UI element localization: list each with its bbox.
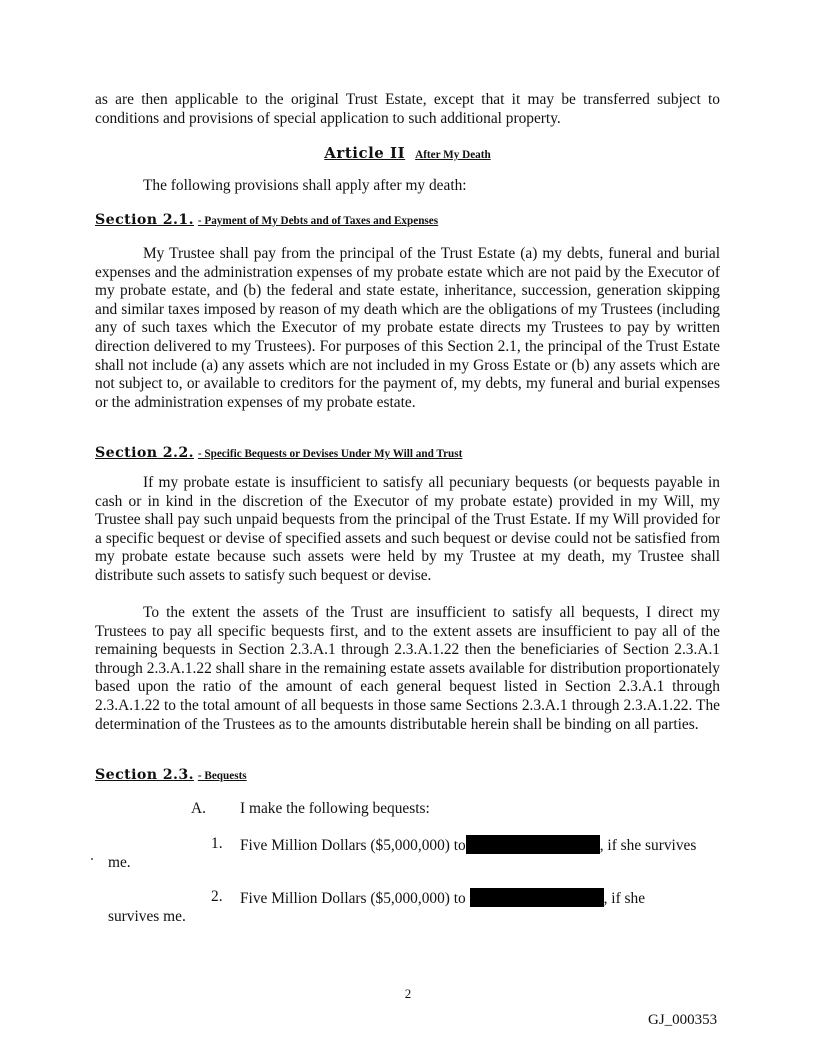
bequest-2-condition: , if she — [603, 890, 646, 907]
intro-paragraph: as are then applicable to the original Trust Estate, except that it may be transferred subject to conditions and provisions of special application to such additional property. — [95, 91, 720, 127]
section-2-2-number: Section 2.2. — [95, 445, 194, 461]
bequest-1-condition: , if she survives — [599, 837, 697, 854]
bequest-1-text: Five Million Dollars ($5,000,000) to — [240, 837, 466, 854]
section-2-2-paragraph-2: To the extent the assets of the Trust are insufficient to satisfy all bequests, I direct my Trustees to pay all specific bequests first, and to the extent assets are insufficient to pay all of the remaining bequests in Section 2.3.A.1 through 2.3.A.1.22 then the beneficiaries of Section 2.3.A.1 through 2.3.A.1.22 shall share in the remaining estate assets available for distribution proportionately based upon the ratio of the amount of each general bequest listed in Section 2.3.A.1 through 2.3.A.1.22 to the total amount of all bequests in those same Sections 2.3.A.1 through 2.3.A.1.22. The determination of the Trustees as to the amounts distributable herein shall be binding on all parties. — [95, 604, 720, 733]
section-2-3-heading — [95, 766, 247, 786]
section-2-1-number: Section 2.1. — [95, 212, 194, 228]
bates-number: GJ_000353 — [648, 1012, 718, 1028]
section-2-3-number: Section 2.3. — [95, 767, 194, 783]
section-2-3-title: - Bequests — [197, 770, 247, 782]
section-2-1-title: - Payment of My Debts and of Taxes and Expenses — [197, 215, 439, 227]
bequest-1-continuation: me. — [108, 854, 131, 871]
bequest-2-text: Five Million Dollars ($5,000,000) to — [240, 890, 466, 907]
item-a-label: A. — [191, 800, 206, 817]
redaction-bar — [466, 835, 600, 854]
article-heading — [95, 144, 720, 165]
item-a-text: I make the following bequests: — [240, 800, 430, 817]
article-title: Article II — [324, 144, 406, 162]
section-2-1-heading — [95, 211, 438, 231]
section-2-1-body: My Trustee shall pay from the principal of the Trust Estate (a) my debts, funeral and burial expenses and the administration expenses of my probate estate which are not paid by the Executor of my probate estate, and (b) the federal and state estate, inheritance, succession, generation skipping and similar taxes imposed by reason of my death which are the obligations of my Trustees (including any of such taxes which the Executor of my probate estate directs my Trustees to pay by written direction delivered to my Trustees). For purposes of this Section 2.1, the principal of the Trust Estate shall not include (a) any assets which are not included in my Gross Estate or (b) any assets which are not subject to, or available to creditors for the payment of, my debts, my funeral and burial expenses or the administration expenses of my probate estate. — [95, 245, 720, 411]
bequest-2-line — [240, 888, 645, 909]
bequest-1-number: 1. — [211, 835, 223, 852]
section-2-2-paragraph-1: If my probate estate is insufficient to satisfy all pecuniary bequests (or bequests payable in cash or in kind in the discretion of the Executor of my probate estate) provided in my Will, my Trustee shall pay such unpaid bequests from the principal of the Trust Estate. If my Will provided for a specific bequest or devise of specified assets and such bequest or devise could not be satisfied from my probate estate because such assets were held by my Trustee at my death, my Trustee shall distribute such assets to satisfy such bequest or devise. — [95, 474, 720, 584]
section-2-2-heading — [95, 444, 462, 464]
bequest-2-continuation: survives me. — [108, 908, 186, 925]
bequest-2-number: 2. — [211, 888, 223, 905]
article-intro: The following provisions shall apply after my death: — [143, 177, 467, 194]
article-subtitle: After My Death — [415, 149, 491, 161]
bequest-1-line — [240, 835, 696, 856]
section-2-2-title: - Specific Bequests or Devises Under My Will and Trust — [197, 448, 463, 460]
scan-speck — [91, 858, 93, 860]
page-number: 2 — [404, 986, 412, 1001]
redaction-bar — [470, 888, 604, 907]
